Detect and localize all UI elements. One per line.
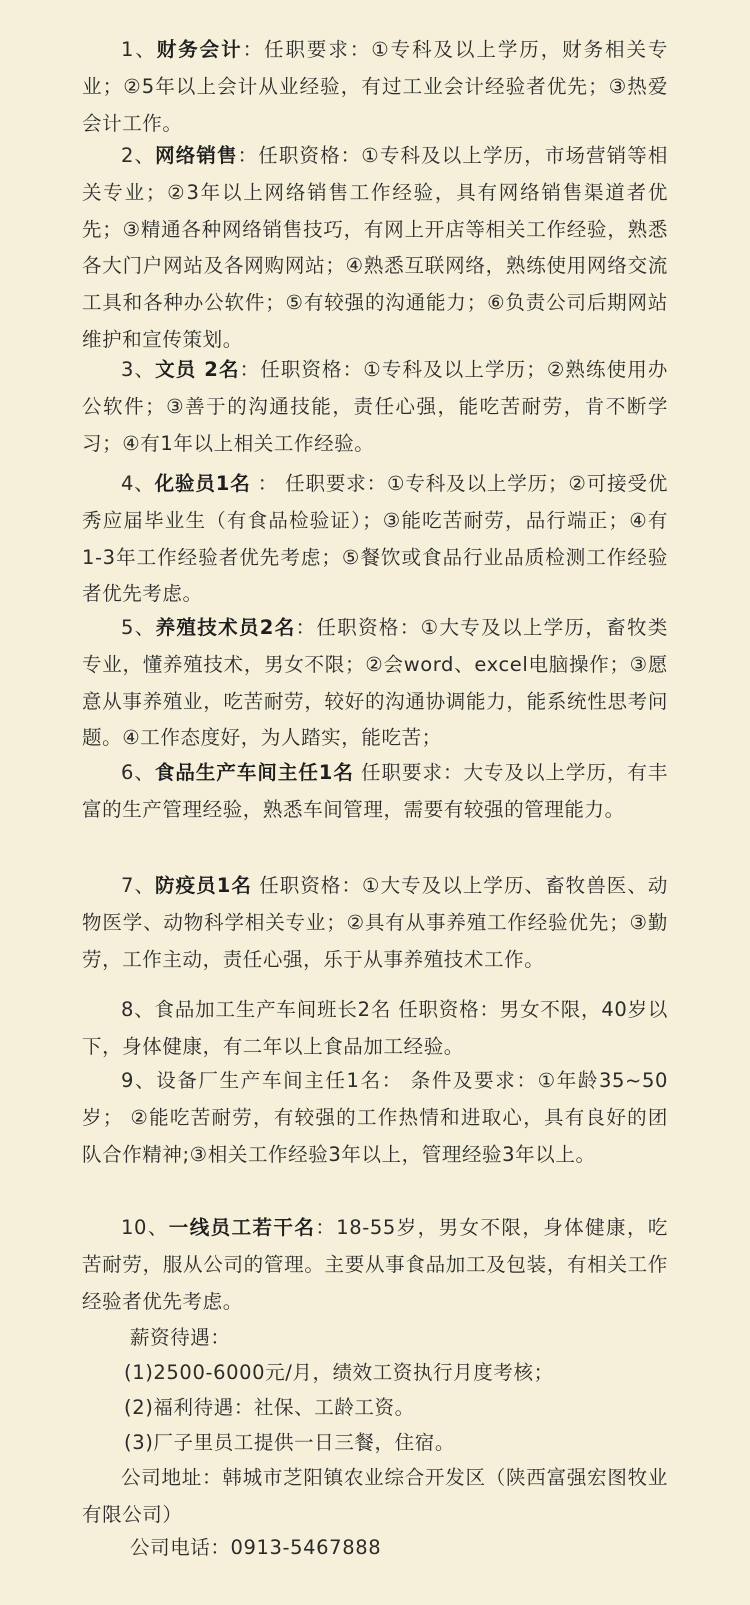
position-requirements: 任职资格：①大专及以上学历、畜牧兽医、动物医学、动物科学相关专业；②具有从事养殖工作经验优先；③勤劳，工作主动，责任心强，乐于从事养殖技术工作。 (82, 874, 668, 971)
position-number: 5、 (121, 616, 156, 639)
position-number: 2、 (121, 144, 156, 167)
position-title: 养殖技术员2名 (155, 616, 296, 639)
position-9 (82, 1063, 668, 1173)
position-number: 8、 (121, 998, 155, 1021)
salary-heading: 薪资待遇： (130, 1326, 231, 1349)
position-7 (82, 868, 668, 978)
position-title: 食品生产车间主任1名 (154, 761, 354, 784)
position-title: 防疫员1名 (155, 874, 252, 897)
position-number: 7、 (121, 874, 156, 897)
position-requirements: 设备厂生产车间主任1名： 条件及要求：①年龄35~50岁； ②能吃苦耐劳，有较强的工作热情和进取心，具有良好的团队合作精神;③相关工作经验3年以上，管理经验3年以上。 (82, 1069, 668, 1166)
salary-item-1: (1)2500-6000元/月，绩效工资执行月度考核； (124, 1361, 554, 1384)
position-number: 6、 (121, 761, 155, 784)
position-2 (82, 138, 668, 359)
position-1 (82, 32, 668, 142)
company-phone: 公司电话：0913-5467888 (130, 1536, 382, 1559)
position-requirements: 食品加工生产车间班长2名 任职资格：男女不限，40岁以下，身体健康，有二年以上食品加工经验。 (82, 998, 669, 1058)
position-4 (82, 466, 668, 613)
position-10 (82, 1210, 668, 1320)
salary-item-2: (2)福利待遇：社保、工龄工资。 (124, 1396, 415, 1419)
position-requirements: 任职要求：大专及以上学历，有丰富的生产管理经验，熟悉车间管理，需要有较强的管理能力。 (82, 761, 668, 821)
position-title: 化验员1名 (154, 472, 251, 495)
position-title: 文员 2名 (155, 358, 240, 381)
position-5 (82, 610, 668, 757)
position-number: 10、 (121, 1216, 169, 1239)
position-number: 3、 (121, 358, 156, 381)
position-requirements: ：任职资格：①大专及以上学历，畜牧类专业，懂养殖技术，男女不限；②会word、excel电脑操作；③愿意从事养殖业，吃苦耐劳，较好的沟通协调能力，能系统性思考问题。④工作态度好，为人踏实，能吃苦； (82, 616, 668, 750)
position-3 (82, 352, 668, 462)
position-title: 财务会计 (156, 38, 243, 61)
position-requirements: ： 任职要求：①专科及以上学历；②可接受优秀应届毕业生（有食品检验证）；③能吃苦耐劳，品行端正；④有1-3年工作经验者优先考虑；⑤餐饮或食品行业品质检测工作经验者优先考虑。 (82, 472, 668, 606)
position-requirements: ：任职资格：①专科及以上学历，市场营销等相关专业；②3年以上网络销售工作经验，具有网络销售渠道者优先；③精通各种网络销售技巧，有网上开店等相关工作经验，熟悉各大门户网站及各网购网站；④熟悉互联网络，熟练使用网络交流工具和各种办公软件；⑤有较强的沟通能力；⑥负责公司后期网站维护和宣传策划。 (82, 144, 668, 351)
position-requirements: ：18-55岁，男女不限，身体健康，吃苦耐劳，服从公司的管理。主要从事食品加工及包装，有相关工作经验者优先考虑。 (82, 1216, 669, 1313)
position-8 (82, 992, 668, 1066)
position-title: 一线员工若干名 (168, 1216, 316, 1239)
position-number: 9、 (121, 1069, 157, 1092)
position-requirements: ：任职要求：①专科及以上学历，财务相关专业；②5年以上会计从业经验，有过工业会计经验者优先；③热爱会计工作。 (82, 38, 669, 135)
salary-item-3: (3)厂子里员工提供一日三餐，住宿。 (124, 1431, 455, 1454)
position-requirements: ：任职资格：①专科及以上学历；②熟练使用办公软件；③善于的沟通技能，责任心强，能吃苦耐劳，肯不断学习；④有1年以上相关工作经验。 (82, 358, 668, 455)
position-number: 1、 (121, 38, 157, 61)
position-6 (82, 755, 668, 829)
company-address: 公司地址：韩城市芝阳镇农业综合开发区（陕西富强宏图牧业有限公司） (82, 1466, 668, 1526)
position-number: 4、 (121, 472, 155, 495)
position-title: 网络销售 (155, 144, 238, 167)
